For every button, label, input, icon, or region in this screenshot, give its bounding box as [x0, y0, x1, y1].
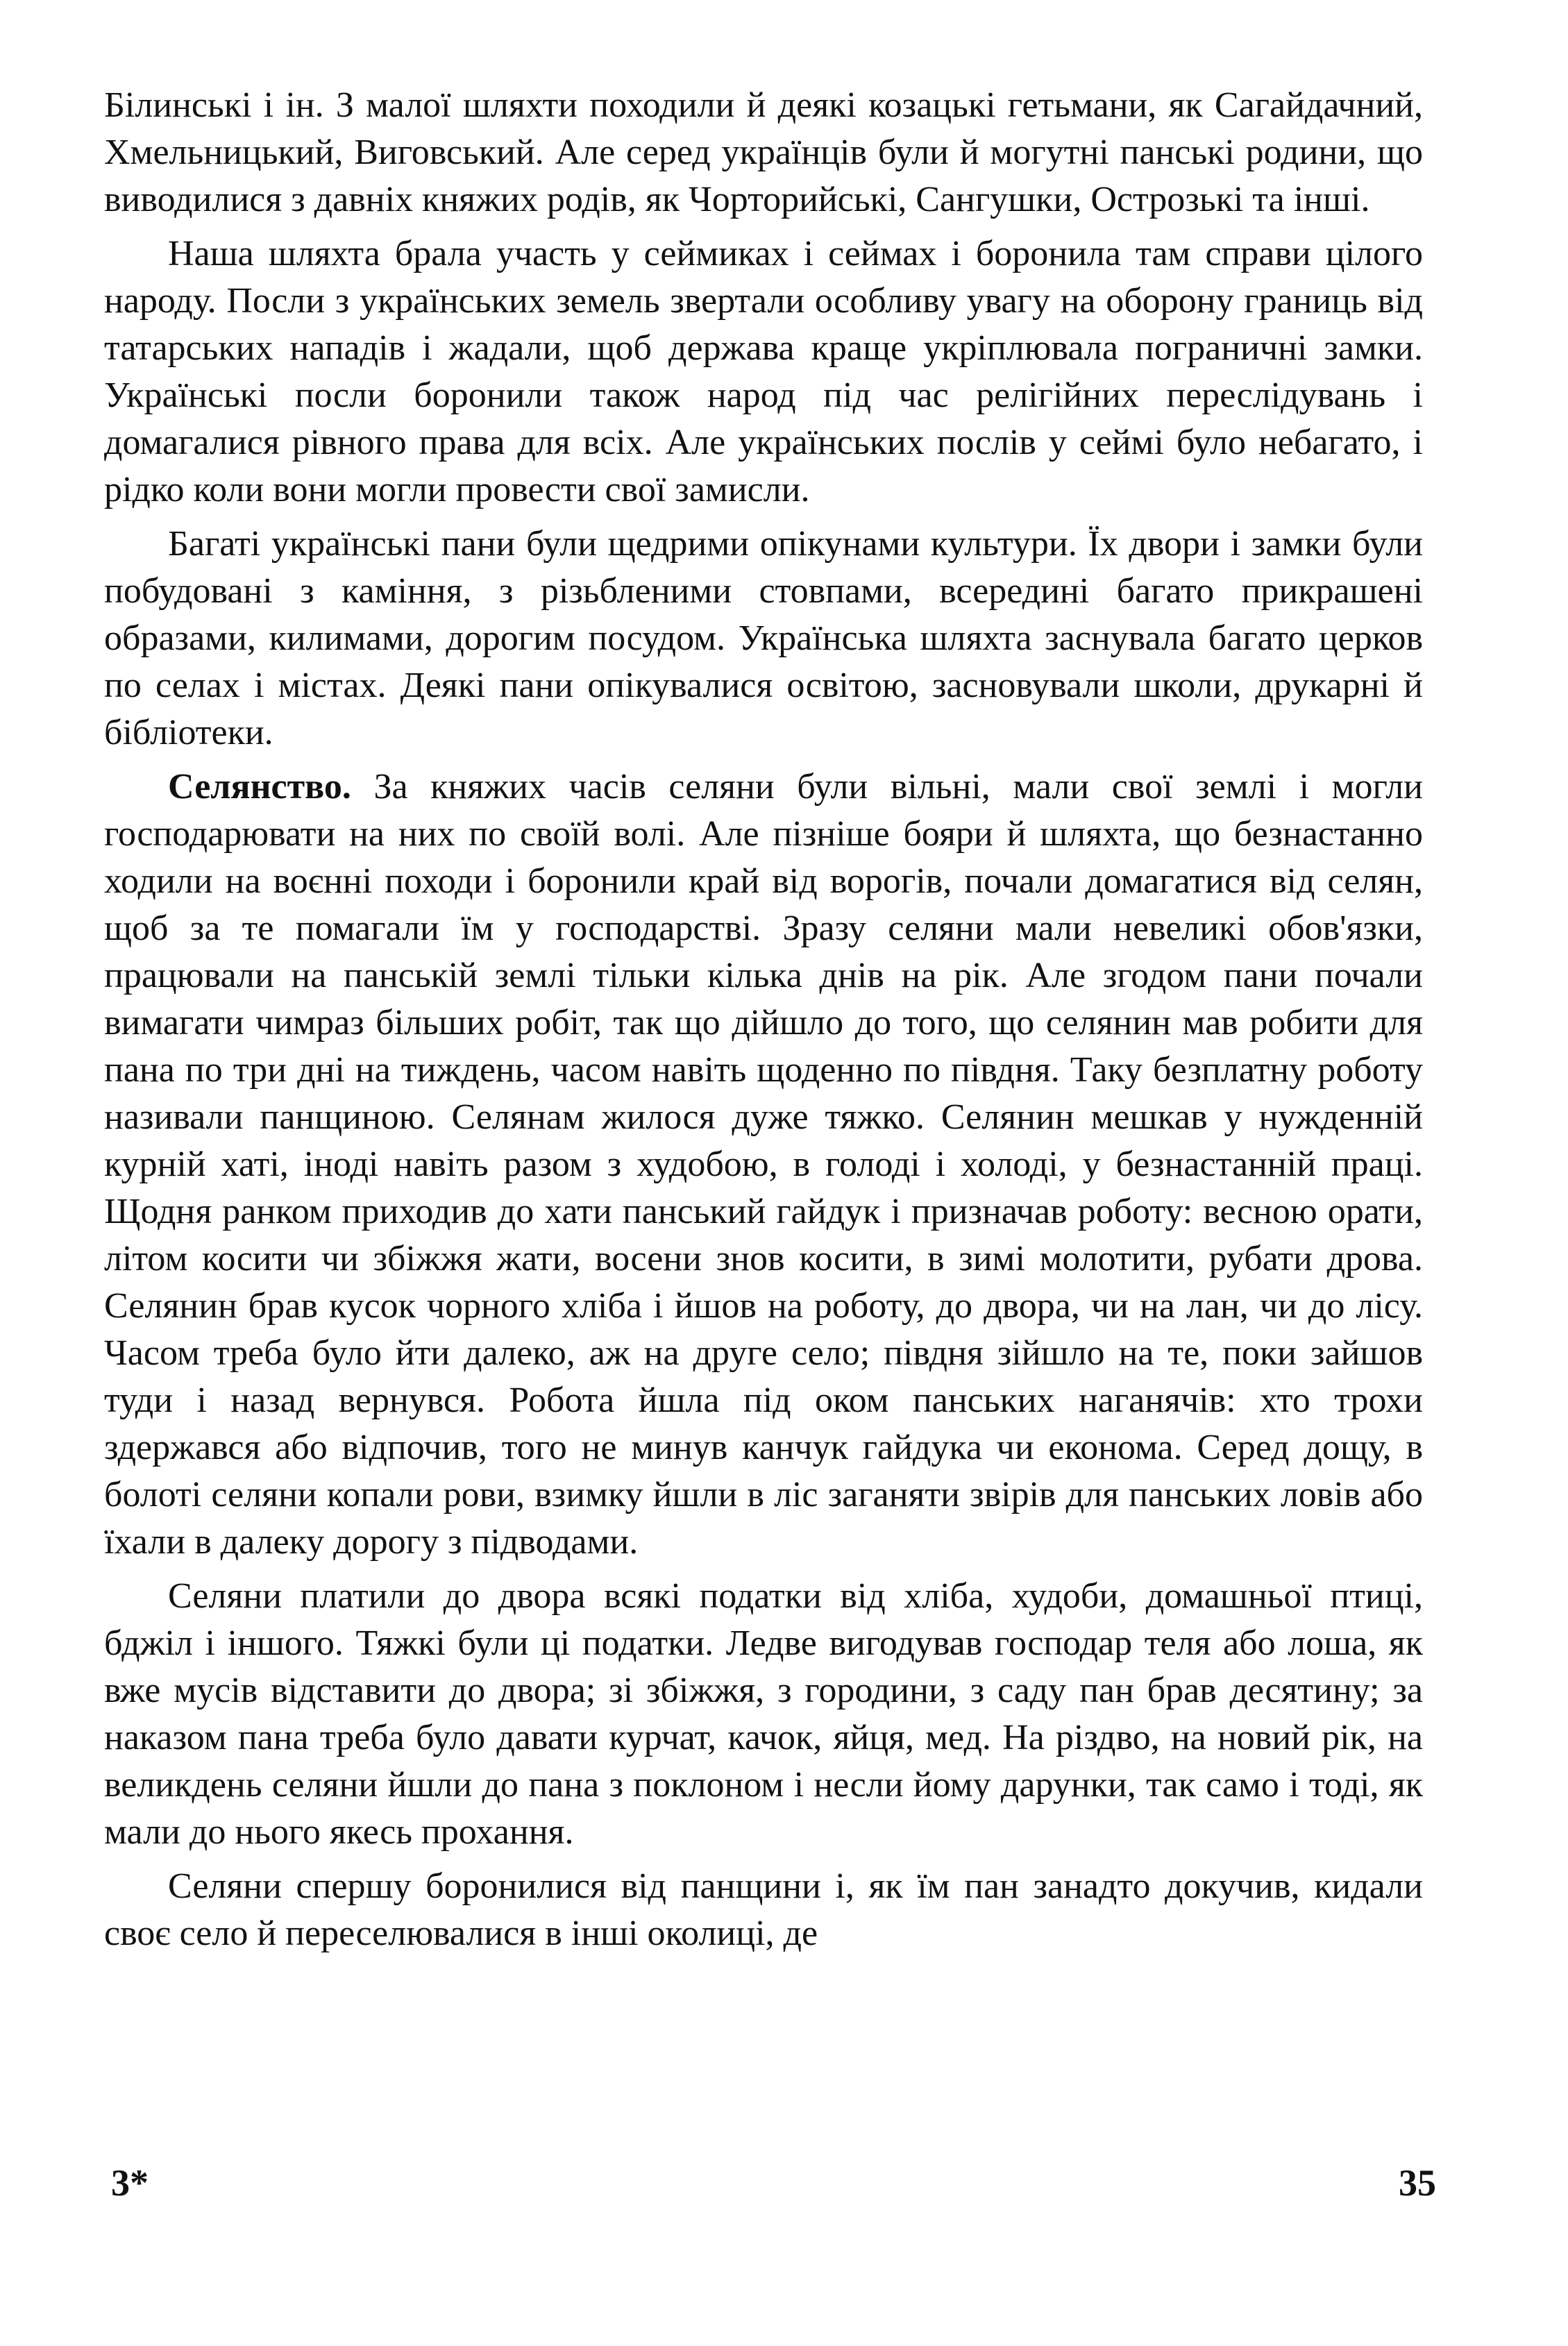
- paragraph-1: [104, 82, 1423, 223]
- paragraph-3: [104, 521, 1423, 757]
- page-number: 35: [1399, 2162, 1436, 2204]
- paragraph-text: Селяни спершу боронилися від панщини і, як їм пан занадто докучив, кидали своє село й переселювалися в інші околиці, де: [104, 1866, 1423, 1953]
- paragraph-6: [104, 1863, 1423, 1957]
- paragraph-text: Багаті українські пани були щедрими опікунами культури. Їх двори і замки були побудовані з каміння, з різьбленими стовпами, всередині багато прикрашені образами, килимами, дорогим посудом. Українська шляхта заснувала багато церков по селах і містах. Деякі пани опікувалися освітою, засновували школи, друкарні й бібліотеки.: [104, 524, 1423, 752]
- paragraph-text: Білинські і ін. З малої шляхти походили й деякі козацькі гетьмани, як Сагайдачний, Хмельницький, Виговський. Але серед українців були й могутні панські родини, що виводилися з давніх княжих родів, як Чорторийські, Сангушки, Острозькі та інші.: [104, 85, 1423, 219]
- paragraph-text: Селяни платили до двора всякі податки від хліба, худоби, домашньої птиці, бджіл і іншого. Тяжкі були ці податки. Ледве вигодував господар теля або лоша, як вже мусів відставити до двора; зі збіжжя, з городини, з саду пан брав десятину; за наказом пана треба було давати курчат, качок, яйця, мед. На різдво, на новий рік, на великдень селяни йшли до пана з поклоном і несли йому дарунки, так само і тоді, як мали до нього якесь прохання.: [104, 1576, 1423, 1852]
- paragraph-4-peasantry: [104, 763, 1423, 1566]
- paragraph-text: Наша шляхта брала участь у сеймиках і сеймах і боронила там справи цілого народу. Посли з українських земель звертали особливу увагу на оборону границь від татарських нападів і жадали, щоб держава краще укріплювала пограничні замки. Українські посли боронили також народ під час релігійних переслідувань і домагалися рівного права для всіх. Але українських послів у сеймі було небагато, і рідко коли вони могли провести свої замисли.: [104, 234, 1423, 509]
- page-footer: [111, 2159, 1436, 2207]
- printer-signature: 3*: [111, 2162, 149, 2204]
- paragraph-text: За княжих часів селяни були вільні, мали свої землі і могли господарювати на них по своїй волі. Але пізніше бояри й шляхта, що безнастанно ходили на воєнні походи і боронили край від ворогів, почали домагатися від селян, щоб за те помагали їм у господарстві. Зразу селяни мали невеликі обов'язки, працювали на панській землі тільки кілька днів на рік. Але згодом пани почали вимагати чимраз більших робіт, так що дійшло до того, що селянин мав робити для пана по три дні на тиждень, часом навіть щоденно по півдня. Таку безплатну роботу називали панщиною. Селянам жилося дуже тяжко. Селянин мешкав у нужденній курній хаті, іноді навіть разом з худобою, в голоді і холоді, у безнастанній праці. Щодня ранком приходив до хати панський гайдук і призначав роботу: весною орати, літом косити чи збіжжя жати, восени знов косити, в зимі молотити, рубати дрова. Селянин брав кусок чорного хліба і йшов на роботу, до двора, чи на лан, чи до лісу. Часом треба було йти далеко, аж на друге село; півдня зійшло на те, поки зайшов туди і назад вернувся. Робота йшла під оком панських наганячів: хто трохи здержався або відпочив, того не минув канчук гайдука чи економа. Серед дощу, в болоті селяни копали рови, взимку йшли в ліс заганяти звірів для панських ловів або їхали в далеку дорогу з підводами.: [104, 767, 1423, 1562]
- section-heading-peasantry: Селянство.: [168, 767, 351, 807]
- page-body: [104, 82, 1423, 2199]
- paragraph-5: [104, 1573, 1423, 1856]
- paragraph-2: [104, 230, 1423, 514]
